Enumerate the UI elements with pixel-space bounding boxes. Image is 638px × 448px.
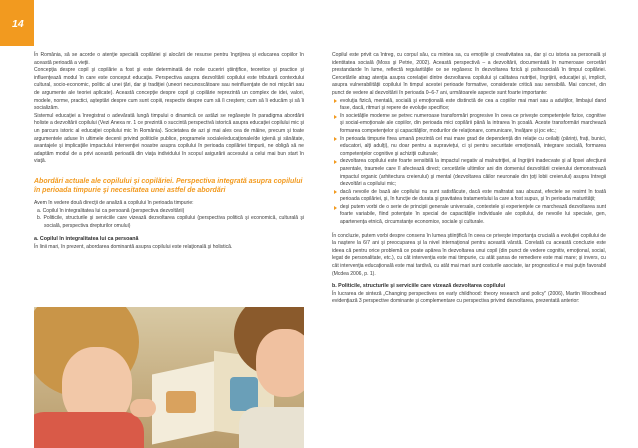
section-intro: Avem în vedere două direcţii de analiză a copilului în perioada timpurie:: [34, 199, 194, 206]
list-item: evoluţia fizică, mentală, socială şi emoţională este distinctă de cea a copiilor mai mari sau a adulţilor, limbajul dand fase, dacă, ritmuri şi repere de evoluţie specifice;: [332, 98, 606, 113]
subsection-b-text: În lucrarea de sinteză „Changing perspectives on early childhood: theory research and policy" (2006), Martin Woodhead evidenţiază 3 perspective dominante şi complementare cu perspectiva privind dezvoltarea, prezentată anterior:: [332, 290, 606, 305]
direction-b: b. Politicile, structurile şi serviciile care vizează dezvoltarea copilului (perspectiva politică şi economică, culturală şi socială, perspectiva drepturilor omului): [37, 215, 304, 229]
right-intro: Copilul este privit ca întreg, cu corpul său, cu mintea sa, cu emoţiile şi creativitatea sa, dar şi cu istoria sa personală şi identitatea socială (Moss şi Petrie, 2002). Această perspectivă – a dezvoltării, documentată în numeroase cercetări prestandarde în lume, reflectă regularităţile ce se regăsesc în dezvoltarea fizică şi psihosocială în timpul copilăriei. Cercetările atrag atenţia asupra corelaţiei dintre dezvoltarea copilului şi calitatea nutriţiei, îngrijirii, educaţiei şi, implicit, asupra vulnerabilităţii copilului în timpul acestei perioade formative, considerate critică sau sensibilă. Mai concret, din punct de vedere al dezvoltării în perioada 0–6-7 ani, următoarele aspecte sunt foarte importante:: [332, 52, 606, 96]
list-item: dacă nevoile de bază ale copilului nu sunt satisfăcute, dacă este maltratat sau abuzat, efectele se resimt în toată perioada copilăriei, şi, în funcţie de durata şi gravitatea tratamentului la care a fost supus, şi în perioada maturităţii;: [332, 189, 606, 204]
list-item: deşi putem vorbi de o serie de principii generale universale, contextele şi experienţele ce marchează dezvoltarea sunt foarte variabile, fiind potenţate în special de capacităţile individuale ale copilului, de nevoile lui speciale, gen, apartenenţa etnică, circumstanţe economice, sociale şi culturale.: [332, 204, 606, 227]
left-column: [34, 52, 304, 251]
list-item: în perioada timpurie firea umană prezintă cel mai mare grad de dependenţă din relaţie cu ceilalţi (părinţi, fraţi, bunici, educatori, alţi adulţi), nu doar pentru a supravieţui, ci şi pentru securitate emoţională, integrare socială, formarea competenţelor cognitive şi achiziţii culturale;: [332, 136, 606, 159]
conclusion-paragraph: În concluzie, putem vorbi despre consens în lumea ştiinţifică în ceea ce priveşte importanţa crucială a evoluţiei copilului de la naştere la 6/7 ani şi preocuparea şi la nivel internaţional pentru această vârstă. Corelată cu această concluzie este ideea că pentru orice problemă ce poate apărea în dezvoltarea unui copil (din punct de vedere cognitiv, emoţional, social, legat de personalitate, etc.), cu cât intervenţia este mai timpurie, cu atât şansa de remediere este mai mare; şi invers, cu cât intervenţia educaţională este mai tardivă, cu atât mai mari sunt costurile asociate, iar prognosticul e mai puţin favorabil (Mcdea 2006, p. 1).: [332, 232, 606, 277]
intro-paragraph-3: Sistemul educaţiei a înregistrat o adevărată lungă timpului o dinamică ce astăzi se regăseşte în paradigma abordării holiste a dezvoltării copilului (Vezi Anexa nr. 1 ce prezintă o succintă perspectivă istorică asupra educaţiei copilului mic şi un parcurs istoric al educaţiei copilului mic în România). Societatea de azi şi mai ales cea de mâine, precum şi toate argumentele aduse în ultimele decenii privind politicile publice, programele sociale/educaţionale/de igienă şi sănătate, avantajele şi implicaţiile impactului intervenţiei noastre asupra copilului în perioada copilăriei timpurii, ne obligă să ne adaptăm modul de a privi această perioadă din viaţa individului în scopul asigurării accesului a celui mai bun start în viaţă.: [34, 112, 304, 165]
page-number: 14: [12, 18, 24, 30]
directions-list: [34, 208, 304, 231]
list-item: dezvoltarea copilului este foarte sensibilă la impactul negativ al malnutriţiei, al îngrijirii inadecvate şi al lipsei afecţiunii parentale, traumele care îl afectează direct; cercetările ultimilor ani din domeniul dezvoltării creierului demonstrează impactul organic (arhitectura creierului) şi mental (dezvoltarea căilor neuronale din ţoţi lobii creierului) asupra întregii dezvoltări a copilului mic;: [332, 158, 606, 188]
children-reading-photo: [34, 307, 304, 448]
intro-paragraph-2: Concepţia despre copil şi copilărie a fost şi este determinată de noile cuceriri ştiinţifice, teoretice şi practice şi influenţează modul în care este conceput educaţia. Perspectiva asupra dezvoltării copilului este tributară contextului cultural, socio-economic, politic al unei ţări, dar şi tradiţiei (uneori necunoscătoare sau neinfluenţate de noi mişcări sau de argumente ale teoriei aplicate). Această concepţie despre copil şi copilărie reprezintă un complex de idei, valori, modele, norme, practici, aşteptări despre cum sunt copiii, respectiv despre cum să îi creştem; cum să îi educăm şi să îi socializăm.: [34, 67, 304, 112]
section-title: Abordări actuale ale copilului şi copilăriei. Perspectiva integrată asupra copilului în perioada timpurie şi necesitatea unei astfel de abordări: [34, 177, 303, 194]
direction-a: a. Copilul în integralitatea lui ca persoană (perspectiva dezvoltării): [37, 207, 185, 214]
right-column: [332, 52, 606, 306]
intro-paragraph-1: În România, să se acorde o atenţie specială copilăriei şi alocării de resurse pentru îngrijirea şi educarea copiilor în această perioadă a vieţii.: [34, 52, 304, 66]
list-item: în societăţile moderne se petrec numeroase transformări progresive în ceea ce priveşte competenţele fizice, cognitive şi social-emoţionale ale copiilor, din perioada mici copilării până la intrarea în şcoală. Aceste transformări marchează formarea competenţelor şi capacităţilor, modurilor de relaţionare, comunicare, învăţare şi joc etc.;: [332, 113, 606, 136]
subsection-a-text: În linii mari, în prezent, abordarea dominantă asupra copilului este relaţională şi holistică.: [34, 243, 233, 250]
subsection-b-title: b. Politicile, structurile şi serviciile care vizează dezvoltarea copilului: [332, 283, 506, 290]
development-aspects-list: [332, 98, 606, 227]
page-number-badge: [0, 0, 34, 46]
subsection-a-title: a. Copilul în integralitatea lui ca persoană: [34, 236, 139, 243]
